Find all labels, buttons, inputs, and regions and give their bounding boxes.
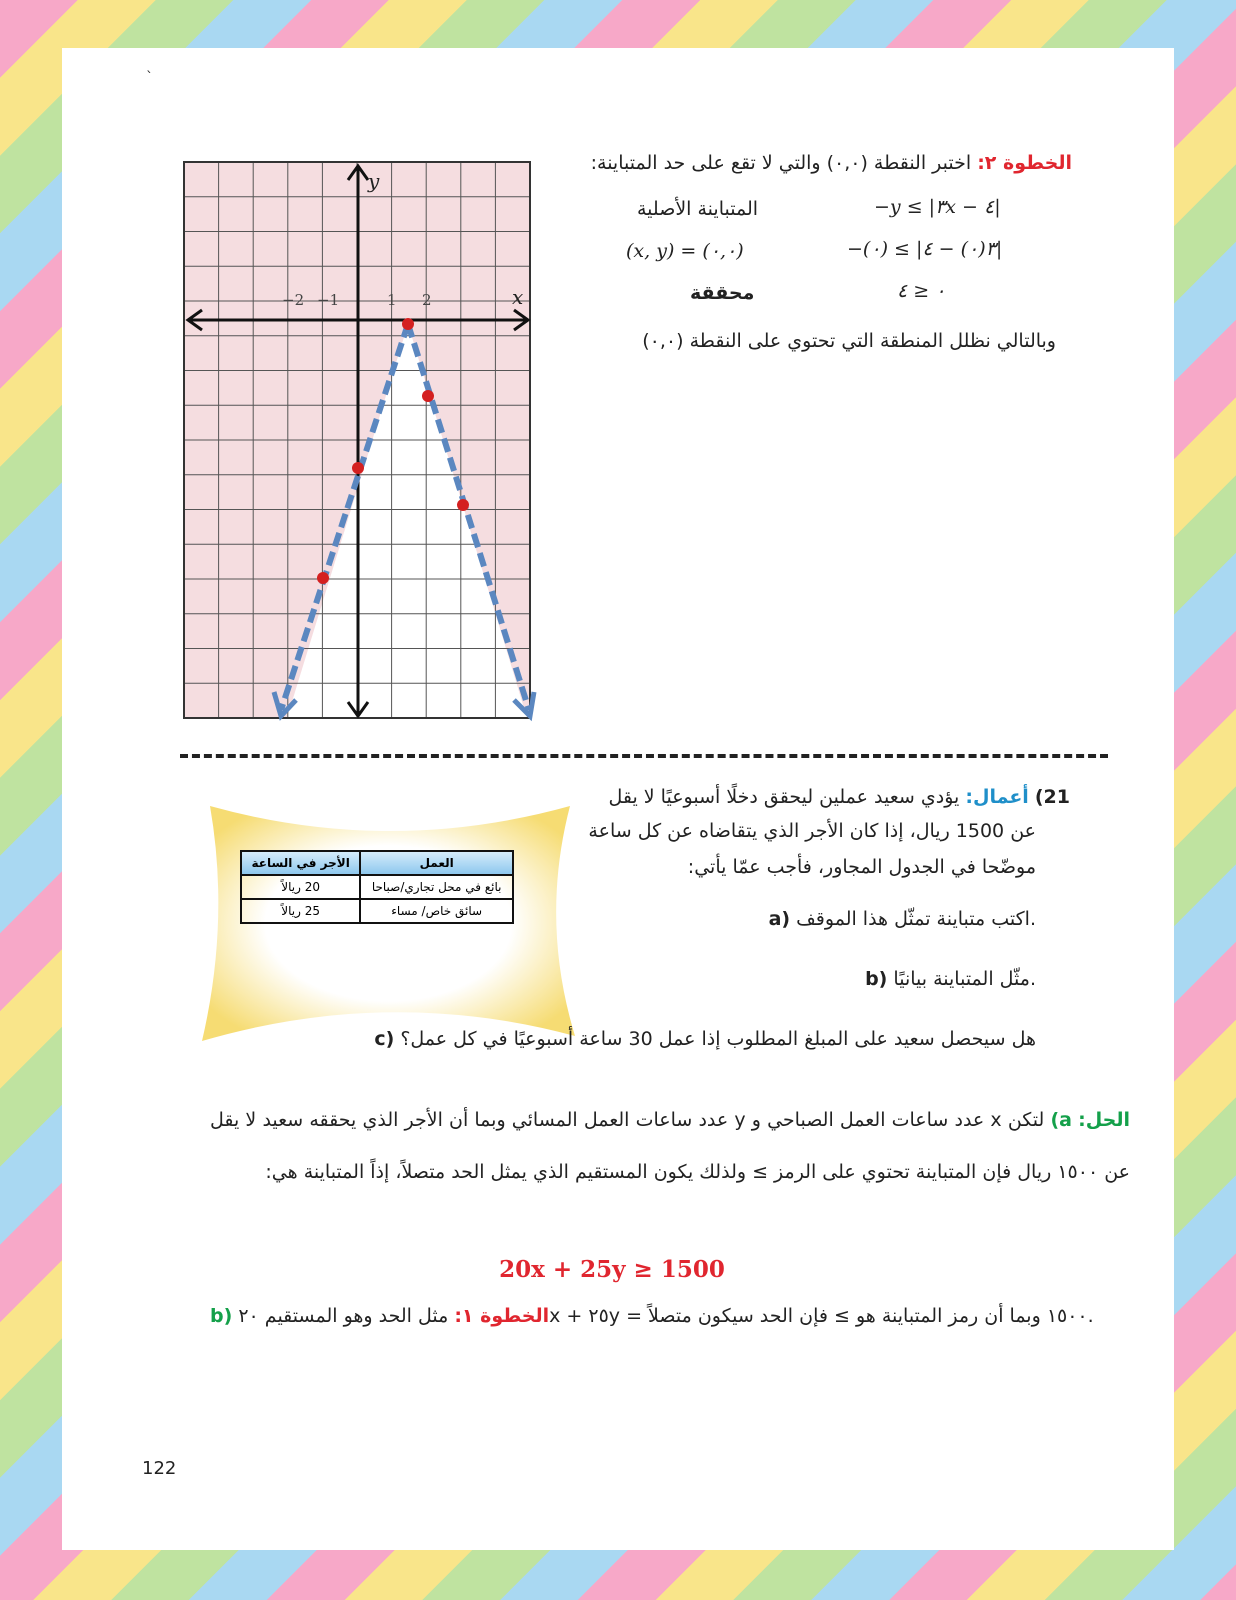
top-mark: ` — [146, 70, 153, 86]
solution-a-line2: لا يقل عن ١٥٠٠ ريال فإن المتباينة تحتوي على الرمز ≥ ولذلك يكون المستقيم الذي يمثل الحد متصلاً، إذاً المتباينة — [210, 1109, 1130, 1183]
x-tick-1: 1 — [387, 291, 397, 309]
problem-text: يؤدي سعيد عملين ليحقق دخلًا أسبوعيًا لا يقل — [608, 786, 960, 808]
problem21-line1 — [608, 786, 1070, 808]
solution-b-line1: مثل الحد وهو المستقيم ٢٠x + ٢٥y = ١٥٠٠ وبما أن رمز المتباينة هو ≥ فإن الحد سيكون — [238, 1305, 1088, 1327]
cell-wage: 20 ريالاً — [241, 875, 360, 899]
solution-a-line3: هي: — [265, 1161, 298, 1183]
header-job: العمل — [360, 851, 513, 875]
solution-b-label: b) — [210, 1305, 233, 1327]
step2-conclusion: وبالتالي نظلل المنطقة التي تحتوي على النقطة (٠,٠) — [642, 330, 1056, 352]
question-c-text: هل سيحصل سعيد على المبلغ المطلوب إذا عمل 30 ساعة أسبوعيًا في كل عمل؟ — [400, 1028, 1036, 1050]
result-inequality: ٠ ≤ ٤ — [897, 280, 946, 302]
question-a-label: a) — [768, 908, 791, 930]
test-point: (x, y) = (٠,٠) — [626, 240, 744, 262]
step2-heading — [591, 152, 1072, 174]
step2-label: الخطوة ٢: — [977, 152, 1072, 174]
substituted-inequality: −(٠) ≤ |٣(٠) − ٤| — [847, 238, 1003, 260]
step2-text: اختبر النقطة (٠,٠) والتي لا تقع على حد المتباينة: — [590, 152, 972, 174]
cell-job: بائع في محل تجاري/صباحا — [360, 875, 513, 899]
cell-job: سائق خاص/ مساء — [360, 899, 513, 923]
solution-label: الحل: — [1078, 1109, 1131, 1131]
question-c — [374, 1028, 1036, 1050]
wage-table — [240, 850, 514, 924]
question-a — [769, 908, 1036, 930]
graph-point — [457, 499, 469, 511]
y-axis-label: y — [368, 169, 380, 193]
question-c-label: c) — [374, 1028, 395, 1050]
page-number: 122 — [142, 1458, 177, 1479]
header-wage: الأجر في الساعة — [241, 851, 360, 875]
verified-label: محققة — [690, 282, 755, 304]
table-row — [241, 899, 513, 923]
problem21-line3: موضّحا في الجدول المجاور، فأجب عمّا يأتي: — [687, 856, 1036, 878]
question-a-text: اكتب متباينة تمثّل هذا الموقف. — [796, 908, 1036, 930]
solution-b-line2: متصلاً. — [648, 1305, 1094, 1327]
problem21-line2: عن 1500 ريال، إذا كان الأجر الذي يتقاضاه عن كل ساعة — [588, 820, 1036, 842]
table-header-row — [241, 851, 513, 875]
graph-point — [422, 390, 434, 402]
question-b-label: b) — [865, 968, 888, 990]
worksheet-page — [62, 48, 1174, 1550]
original-inequality: −y ≤ |٣x − ٤| — [874, 196, 1001, 218]
section-divider — [180, 754, 1108, 758]
original-ineq-label: المتباينة الأصلية — [637, 198, 759, 220]
question-b-text: مثّل المتباينة بيانيًا. — [893, 968, 1036, 990]
solution-a-label: a) — [1050, 1109, 1072, 1131]
table-row — [241, 875, 513, 899]
graph-point — [317, 572, 329, 584]
x-tick-neg2: −2 — [282, 291, 305, 309]
question-b — [865, 968, 1036, 990]
x-axis-label: x — [512, 285, 524, 309]
x-tick-neg1: −1 — [317, 291, 340, 309]
absolute-value-graph — [182, 160, 542, 740]
graph-point — [352, 462, 364, 474]
solution-b — [210, 1290, 1130, 1342]
solution-b-step-label: الخطوة ١: — [454, 1305, 550, 1327]
problem-label: أعمال: — [965, 786, 1029, 808]
solution-a — [210, 1094, 1130, 1198]
vertex-point — [402, 318, 414, 330]
solution-a-line1: لتكن x عدد ساعات العمل الصباحي و y عدد ساعات العمل المسائي وبما أن الأجر الذي يحققه سعيد — [262, 1109, 1045, 1131]
problem-number: 21) — [1034, 786, 1070, 808]
x-tick-2: 2 — [422, 291, 432, 309]
solution-inequality: 20x + 25y ≥ 1500 — [499, 1256, 725, 1283]
cell-wage: 25 ريالاً — [241, 899, 360, 923]
